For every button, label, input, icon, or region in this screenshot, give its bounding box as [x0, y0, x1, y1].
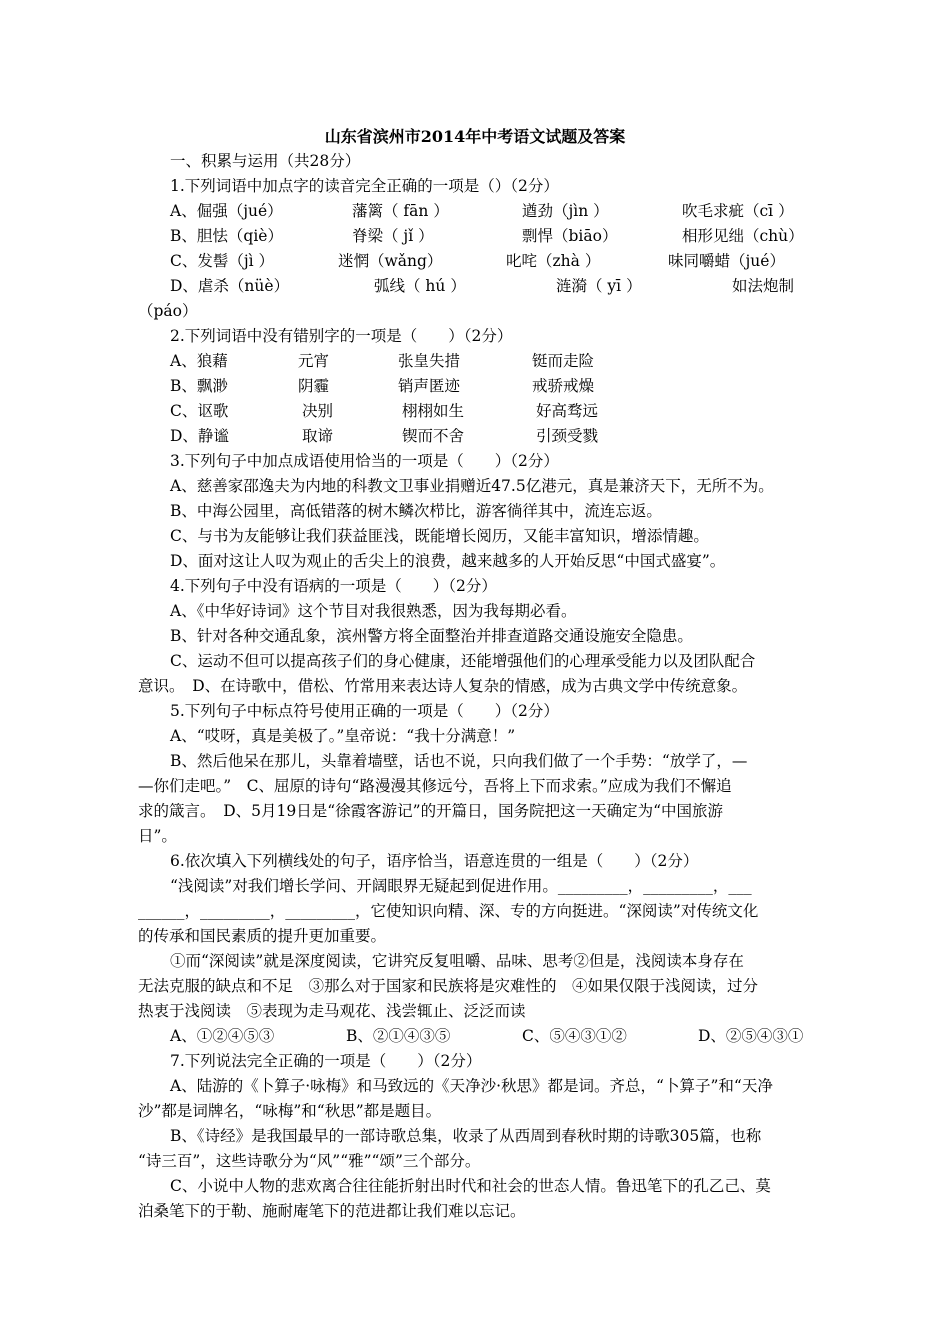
question-6-passage: “浅阅读”对我们增长学问、开阔眼界无疑起到促进作用。_________，_________，___: [170, 877, 752, 895]
question-5-stem: 5.下列句子中标点符号使用正确的一项是（ ）（2分）: [170, 702, 559, 720]
option-term: 剽悍（biāo）: [522, 227, 618, 245]
option-term: 脊梁（ jǐ ）: [352, 227, 434, 245]
question-6-sentences: 热衷于浅阅读 ⑤表现为走马观花、浅尝辄止、泛泛而读: [138, 1002, 526, 1020]
question-6-sentences: ①而“深阅读”就是深度阅读，它讲究反复咀嚼、品味、思考②但是，浅阅读本身存在: [170, 952, 744, 970]
question-4-option-c-d: 意识。 D、在诗歌中，借松、竹常用来表达诗人复杂的情感，成为古典文学中传统意象。: [138, 677, 748, 695]
question-3-option-d: D、面对这让人叹为观止的舌尖上的浪费，越来越多的人开始反思“中国式盛宴”。: [170, 552, 726, 570]
option-term: D、静谧: [170, 427, 229, 445]
question-3-stem: 3.下列句子中加点成语使用恰当的一项是（ ）（2分）: [170, 452, 559, 470]
question-4-option-a: A、《中华好诗词》这个节目对我很熟悉，因为我每期必看。: [170, 602, 577, 620]
question-3-option-a: A、慈善家邵逸夫为内地的科教文卫事业捐赠近47.5亿港元，真是兼济天下，无所不为。: [170, 477, 774, 495]
question-4-option-b: B、针对各种交通乱象，滨州警方将全面整治并排查道路交通设施安全隐患。: [170, 627, 693, 645]
question-6-options: [170, 1024, 810, 1049]
option-term: 销声匿迹: [398, 377, 461, 395]
option-term: 铤而走险: [532, 352, 595, 370]
option-choice: A、①②④⑤③: [170, 1027, 275, 1045]
option-term: 涟漪（ yī ）: [556, 277, 642, 295]
option-term: 如法炮制: [732, 277, 795, 295]
question-1-option-b: [170, 224, 810, 249]
option-term: 遒劲（jìn ）: [522, 202, 609, 220]
option-term: 弧线（ hú ）: [374, 277, 466, 295]
option-term: B、飘渺: [170, 377, 228, 395]
option-term: 张皇失措: [398, 352, 461, 370]
question-1-option-d: [170, 274, 810, 299]
question-7-option-c: C、小说中人物的悲欢离合往往能折射出时代和社会的世态人情。鲁迅笔下的孔乙己、莫: [170, 1177, 771, 1195]
option-term: 相形见绌（chù）: [682, 227, 804, 245]
option-term: 吹毛求疵（cī ）: [682, 202, 794, 220]
question-2-option-b: [170, 374, 810, 399]
option-term: 味同嚼蜡（jué）: [668, 252, 785, 270]
option-term: 栩栩如生: [402, 402, 465, 420]
option-term: 戒骄戒燥: [532, 377, 595, 395]
question-1-option-c: [170, 249, 810, 274]
question-5-option-c-d: 求的箴言。 D、5月19日是“徐霞客游记”的开篇日，国务院把这一天确定为“中国旅游: [138, 802, 724, 820]
question-2-stem: 2.下列词语中没有错别字的一项是（ ）（2分）: [170, 327, 513, 345]
question-7-option-a: A、陆游的《卜算子·咏梅》和马致远的《天净沙·秋思》都是词。齐总，“卜算子”和“天净: [170, 1077, 773, 1095]
question-7-option-a-continued: 沙”都是词牌名，“咏梅”和“秋思”都是题目。: [138, 1102, 442, 1120]
question-6-sentences: 无法克服的缺点和不足 ③那么对于国家和民族将是灾难性的 ④如果仅限于浅阅读，过分: [138, 977, 759, 995]
option-term: 引颈受戮: [536, 427, 599, 445]
option-term: 迷惘（wǎng）: [338, 252, 443, 270]
option-term: B、胆怯（qiè）: [170, 227, 283, 245]
option-term: C、讴歌: [170, 402, 229, 420]
option-term: 叱咤（zhà ）: [506, 252, 601, 270]
question-3-option-b: B、中海公园里，高低错落的树木鳞次栉比，游客徜徉其中，流连忘返。: [170, 502, 662, 520]
question-6-passage: ______，_________，_________，它使知识向精、深、专的方向挺进。“深阅读”对传统文化: [138, 902, 759, 920]
question-7-option-c-continued: 泊桑笔下的于勒、施耐庵笔下的范进都让我们难以忘记。: [138, 1202, 526, 1220]
question-5-option-b: B、然后他呆在那儿，头靠着墙壁，话也不说，只向我们做了一个手势：“放学了，—: [170, 752, 748, 770]
option-choice: B、②①④③⑤: [346, 1027, 451, 1045]
question-5-option-d-end: 日”。: [138, 827, 177, 845]
question-7-stem: 7.下列说法完全正确的一项是（ ）（2分）: [170, 1052, 482, 1070]
option-term: A、倔强（jué）: [170, 202, 283, 220]
option-term: 元宵: [298, 352, 330, 370]
option-term: 锲而不舍: [402, 427, 465, 445]
question-6-stem: 6.依次填入下列横线处的句子，语序恰当，语意连贯的一组是（ ）（2分）: [170, 852, 699, 870]
question-6-passage: 的传承和国民素质的提升更加重要。: [138, 927, 387, 945]
page-title: 山东省滨州市2014年中考语文试题及答案: [324, 127, 626, 146]
option-term: A、狼藉: [170, 352, 228, 370]
question-2-option-c: [170, 399, 810, 424]
question-4-option-c: C、运动不但可以提高孩子们的身心健康，还能增强他们的心理承受能力以及团队配合: [170, 652, 756, 670]
option-choice: D、②⑤④③①: [698, 1027, 804, 1045]
question-7-option-b-continued: “诗三百”，这些诗歌分为“风”“雅”“颂”三个部分。: [138, 1152, 481, 1170]
option-term: C、发髻（jì ）: [170, 252, 275, 270]
question-2-option-a: [170, 349, 810, 374]
question-4-stem: 4.下列句子中没有语病的一项是（ ）（2分）: [170, 577, 497, 595]
question-1-stem: 1.下列词语中加点字的读音完全正确的一项是（）（2分）: [170, 177, 559, 195]
option-term: D、虐杀（nüè）: [170, 277, 290, 295]
question-3-option-c: C、与书为友能够让我们获益匪浅，既能增长阅历，又能丰富知识，增添情趣。: [170, 527, 709, 545]
section-heading: 一、积累与运用（共28分）: [170, 152, 361, 170]
question-5-option-a: A、“哎呀，真是美极了。”皇帝说：“我十分满意！”: [170, 727, 516, 745]
option-term: 取谛: [302, 427, 334, 445]
option-choice: C、⑤④③①②: [522, 1027, 627, 1045]
question-1-option-a: [170, 199, 810, 224]
option-term: 藩篱（ fān ）: [352, 202, 449, 220]
option-term: 好高骛远: [536, 402, 599, 420]
question-1-option-d-continued: （páo）: [138, 302, 198, 320]
option-term: 决别: [302, 402, 334, 420]
question-2-option-d: [170, 424, 810, 449]
question-5-option-b-c: —你们走吧。” C、屈原的诗句“路漫漫其修远兮，吾将上下而求索。”应成为我们不懈追: [138, 777, 732, 795]
option-term: 阴霾: [298, 377, 330, 395]
question-7-option-b: B、《诗经》是我国最早的一部诗歌总集，收录了从西周到春秋时期的诗歌305篇，也称: [170, 1127, 762, 1145]
